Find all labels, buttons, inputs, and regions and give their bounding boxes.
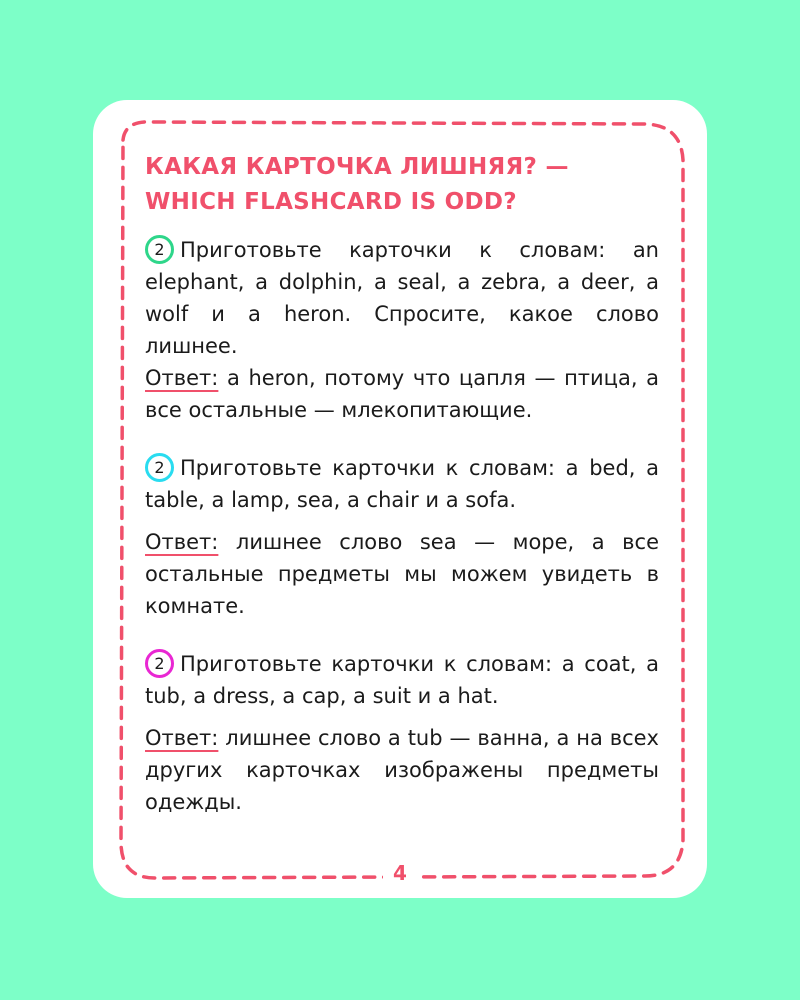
exercise-1 [145, 234, 659, 426]
page-title [145, 150, 659, 220]
task-text: Приготовьте карточки к словам: a bed, a table, a lamp, sea, a chair и a sofa. [145, 456, 659, 512]
answer-text: a heron, потому что цапля — птица, а все остальные — млекопитающие. [145, 366, 659, 422]
answer-text: лишнее слово a tub — ванна, а на всех других карточках изображены предметы одежды. [145, 726, 659, 814]
exercise-task [145, 648, 659, 712]
title-line-ru: КАКАЯ КАРТОЧКА ЛИШНЯЯ? — [145, 154, 569, 180]
page-number-text: 4 [383, 861, 417, 885]
exercise-2 [145, 452, 659, 622]
exercise-task [145, 234, 659, 362]
card-content [145, 150, 659, 818]
answer-label: Ответ: [145, 726, 219, 750]
answer-label: Ответ: [145, 366, 219, 390]
exercise-3 [145, 648, 659, 818]
answer-text: лишнее слово sea — море, а все остальные предметы мы можем увидеть в комнате. [145, 530, 659, 618]
exercise-answer [145, 526, 659, 622]
number-badge: 2 [145, 235, 174, 264]
exercise-answer [145, 722, 659, 818]
title-line-en: WHICH FLASHCARD IS ODD? [145, 189, 517, 215]
exercise-answer [145, 362, 659, 426]
exercise-task [145, 452, 659, 516]
number-badge: 2 [145, 453, 174, 482]
task-text: Приготовьте карточки к словам: a coat, a tub, a dress, a cap, a suit и a hat. [145, 652, 659, 708]
page-number [93, 860, 707, 886]
number-badge: 2 [145, 649, 174, 678]
answer-label: Ответ: [145, 530, 219, 554]
task-text: Приготовьте карточки к словам: an elephant, a dolphin, a seal, a zebra, a deer, a wolf и a heron. Спросите, какое слово лишнее. [145, 238, 659, 358]
flashcard-page [93, 100, 707, 898]
